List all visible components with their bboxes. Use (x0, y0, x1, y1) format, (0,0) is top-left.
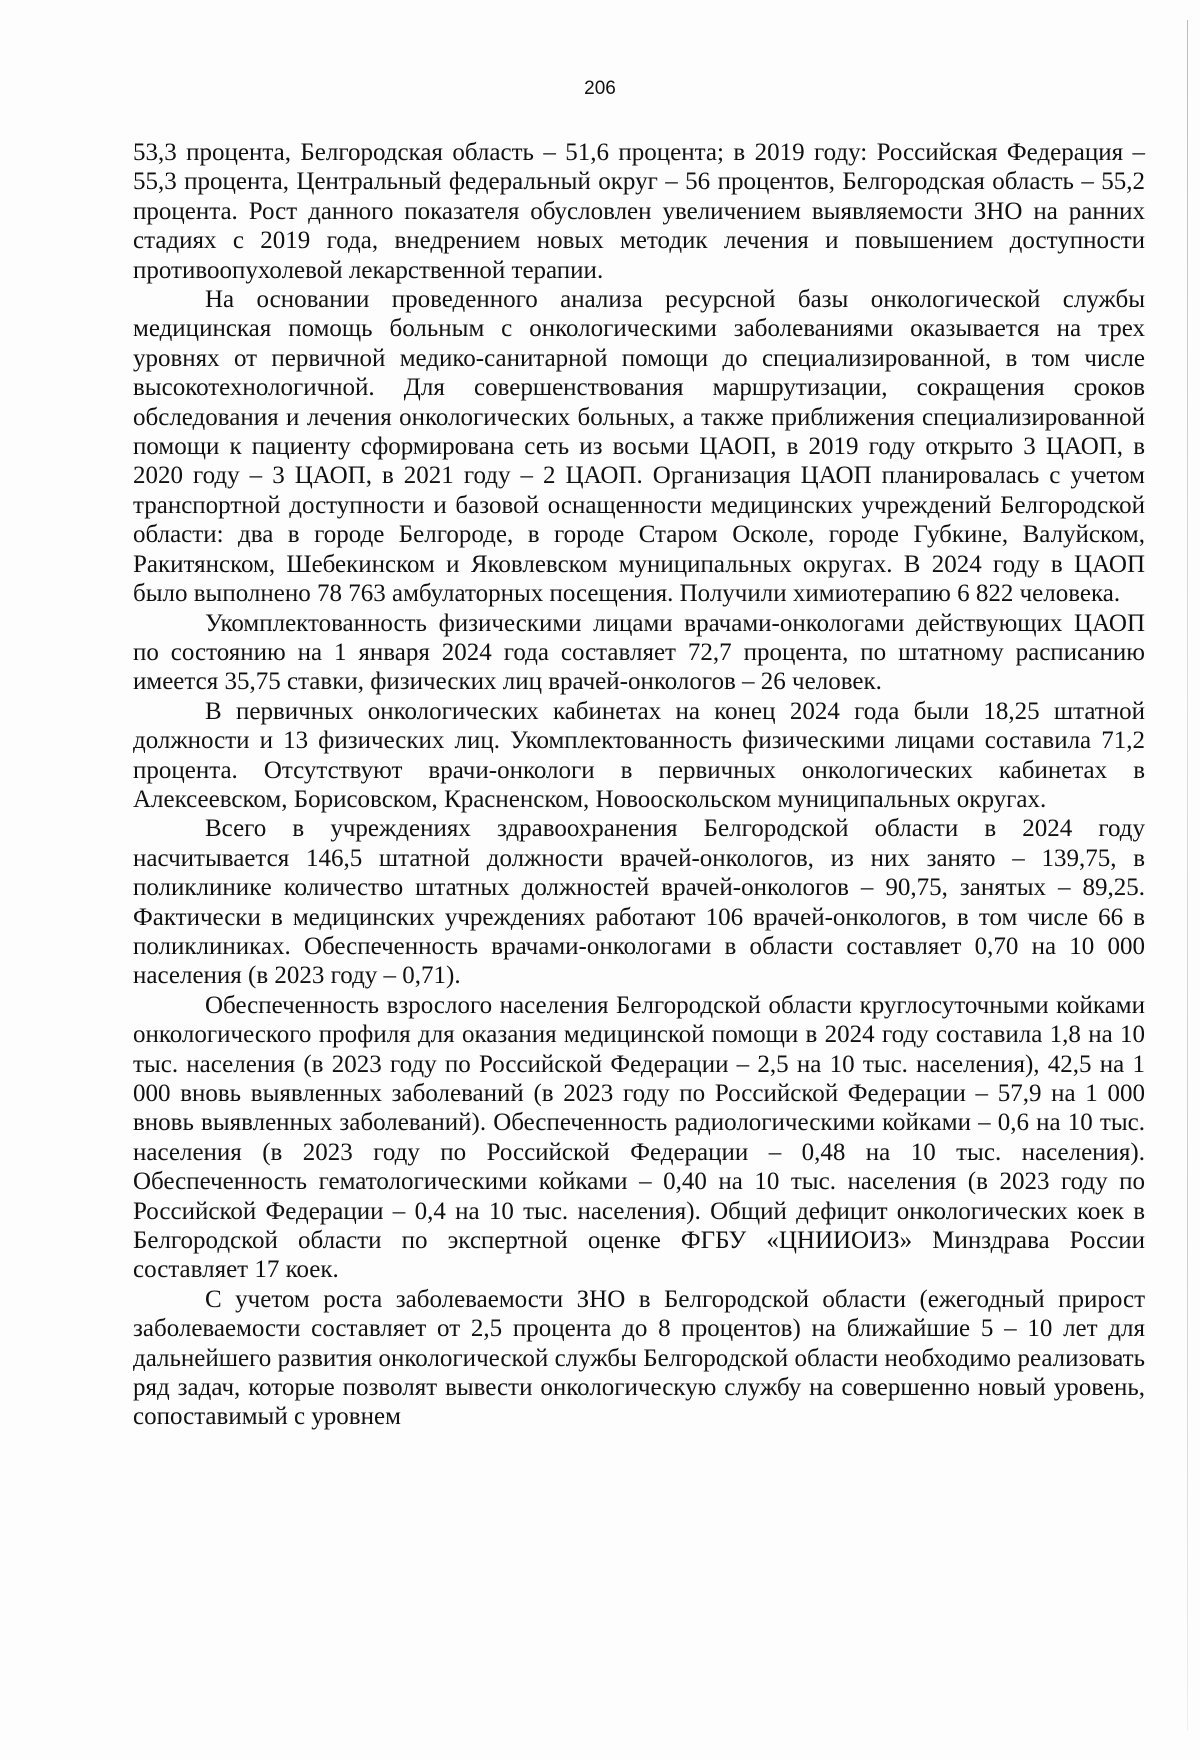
document-body (133, 138, 1145, 1432)
paragraph: Обеспеченность взрослого населения Белгородской области круглосуточными койками онкологического профиля для оказания медицинской помощи в 2024 году составила 1,8 на 10 тыс. населения (в 2023 году по Российской Федерации – 2,5 на 10 тыс. населения), 42,5 на 1 000 вновь выявленных заболеваний (в 2023 году по Российской Федерации – 57,9 на 1 000 вновь выявленных заболеваний). Обеспеченность радиологическими койками – 0,6 на 10 тыс. населения (в 2023 году по Российской Федерации – 0,48 на 10 тыс. населения). Обеспеченность гематологическими койками – 0,40 на 10 тыс. населения (в 2023 году по Российской Федерации – 0,4 на 10 тыс. населения). Общий дефицит онкологических коек в Белгородской области по экспертной оценке ФГБУ «ЦНИИОИЗ» Минздрава России составляет 17 коек. (133, 991, 1145, 1284)
paragraph: Укомплектованность физическими лицами врачами-онкологами действующих ЦАОП по состоянию на 1 января 2024 года составляет 72,7 процента, по штатному расписанию имеется 35,75 ставки, физических лиц врачей-онкологов – 26 человек. (133, 609, 1145, 696)
scan-edge-line (1187, 20, 1188, 1730)
paragraph: Всего в учреждениях здравоохранения Белгородской области в 2024 году насчитывается 146,5 штатной должности врачей-онкологов, из них занято – 139,75, в поликлинике количество штатных должностей врачей-онкологов – 90,75, занятых – 89,25. Фактически в медицинских учреждениях работают 106 врачей-онкологов, в том числе 66 в поликлиниках. Обеспеченность врачами-онкологами в области составляет 0,70 на 10 000 населения (в 2023 году – 0,71). (133, 815, 1145, 990)
paragraph: С учетом роста заболеваемости ЗНО в Белгородской области (ежегодный прирост заболеваемости составляет от 2,5 процента до 8 процентов) на ближайшие 5 – 10 лет для дальнейшего развития онкологической службы Белгородской области необходимо реализовать ряд задач, которые позволят вывести онкологическую службу на совершенно новый уровень, сопоставимый с уровнем (133, 1285, 1145, 1431)
page-number: 206 (584, 78, 616, 99)
paragraph: В первичных онкологических кабинетах на конец 2024 года были 18,25 штатной должности и 13 физических лиц. Укомплектованность физическими лицами составила 71,2 процента. Отсутствуют врачи-онкологи в первичных онкологических кабинетах в Алексеевском, Борисовском, Красненском, Новооскольском муниципальных округах. (133, 697, 1145, 813)
paragraph-continuation: 53,3 процента, Белгородская область – 51,6 процента; в 2019 году: Российская Федерация – 55,3 процента, Центральный федеральный округ – 56 процентов, Белгородская область – 55,2 процента. Рост данного показателя обусловлен увеличением выявляемости ЗНО на ранних стадиях с 2019 года, внедрением новых методик лечения и повышением доступности противоопухолевой лекарственной терапии. (133, 139, 1145, 284)
paragraph: На основании проведенного анализа ресурсной базы онкологической службы медицинская помощь больным с онкологическими заболеваниями оказывается на трех уровнях от первичной медико-санитарной помощи до специализированной, в том числе высокотехнологичной. Для совершенствования маршрутизации, сокращения сроков обследования и лечения онкологических больных, а также приближения специализированной помощи к пациенту сформирована сеть из восьми ЦАОП, в 2019 году открыто 3 ЦАОП, в 2020 году – 3 ЦАОП, в 2021 году – 2 ЦАОП. Организация ЦАОП планировалась с учетом транспортной доступности и базовой оснащенности медицинских учреждений Белгородской области: два в городе Белгороде, в городе Старом Осколе, городе Губкине, Валуйском, Ракитянском, Шебекинском и Яковлевском муниципальных округах. В 2024 году в ЦАОП было выполнено 78 763 амбулаторных посещения. Получили химиотерапию 6 822 человека. (133, 286, 1145, 608)
